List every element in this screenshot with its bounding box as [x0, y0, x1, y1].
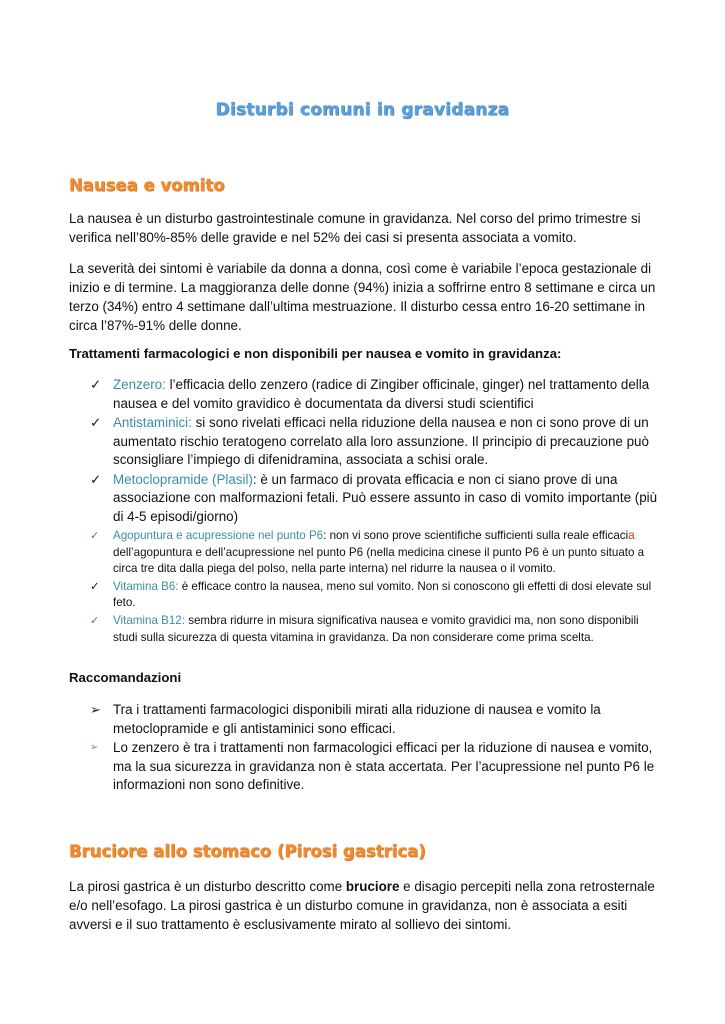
treatment-text: l’efficacia dello zenzero (radice di Zingiber officinale, ginger) nel trattamento della nausea e del vomito gravidico è documentata da diversi studi scientifici [113, 377, 650, 411]
recommendation-text: Tra i trattamenti farmacologici disponibili mirati alla riduzione di nausea e vomito la metoclopramide e gli antistaminici sono efficaci. [113, 702, 601, 736]
treatment-text: è efficace contro la nausea, meno sul vomito. Non si conoscono gli effetti di dosi elevate sul feto. [113, 579, 652, 610]
treatment-text: : è un farmaco di provata efficacia e non ci siano prove di una associazione con malformazioni fetali. Può essere assunto in caso di vomito importante (più di 4-5 episodi/giorno) [113, 471, 658, 524]
treatment-term: Agopuntura e acupressione nel punto P6 [113, 529, 324, 542]
list-item [90, 739, 665, 795]
section-heading-nausea: Nausea e vomito [69, 176, 225, 195]
document-title: Disturbi comuni in gravidanza [215, 100, 510, 120]
arrow-right-icon: ➢ [90, 702, 101, 717]
treatment-text: dell’agopuntura e dell’acupressione nel punto P6 (nella medicina cinese il punto P6 è un punto situato a circa tre dita dalla piega del polso, nella parte interna) nel ridurre la nausea o il vomito. [113, 545, 645, 576]
check-icon: ✓ [90, 579, 100, 593]
list-item [90, 579, 665, 612]
treatment-term: Antistaminici: [113, 415, 192, 430]
treatment-text: : non vi sono prove scientifiche sufficienti sulla reale efficaci [323, 529, 629, 542]
check-icon: ✓ [90, 471, 102, 487]
check-icon: ✓ [90, 415, 102, 430]
paragraph-pirosi [69, 877, 659, 934]
check-icon: ✓ [90, 530, 100, 542]
list-item [90, 701, 665, 738]
treatment-term: Zenzero: [113, 377, 166, 392]
paragraph-nausea-severity: La severità dei sintomi è variabile da donna a donna, così come è variabile l’epoca gestazionale di inizio e di termine. La maggioranza delle donne (94%) inizia a soffrirne entro 8 settimane e circa un terzo (34%) entro 4 settimane dall’ultima mestruazione. Il disturbo cessa entro 16-20 settimane in circa l’87%-91% delle donne. [69, 261, 656, 333]
treatments-list [90, 376, 665, 646]
list-item [90, 471, 665, 527]
list-item [90, 376, 665, 413]
check-icon: ✓ [90, 614, 100, 627]
arrow-right-icon: ➢ [90, 742, 99, 753]
treatments-heading: Trattamenti farmacologici e non disponibili per nausea e vomito in gravidanza: [69, 346, 562, 361]
treatment-term: Metoclopramide (Plasil) [113, 471, 253, 487]
treatment-text: si sono rivelati efficaci nella riduzione della nausea e non ci sono prove di un aumentato rischio teratogeno correlato alla loro assunzione. Il principio di precauzione può sconsigliare l’impiego di difenidramina, associata a schisi orale. [113, 415, 649, 467]
paragraph-bold-text: bruciore [345, 879, 400, 894]
recommendations-heading: Raccomandazioni [69, 670, 182, 685]
section-heading-pirosi: Bruciore allo stomaco (Pirosi gastrica) [69, 842, 426, 861]
paragraph-text: La pirosi gastrica è un disturbo descritto come [69, 879, 346, 894]
treatment-term: Vitamina B12: [113, 613, 185, 627]
recommendation-text: Lo zenzero è tra i trattamenti non farmacologici efficaci per la riduzione di nausea e vomito, ma la sua sicurezza in gravidanza non è stata accertata. Per l’acupressione nel punto P6 le informazioni non sono definitive. [113, 740, 655, 792]
list-item [90, 613, 665, 646]
paragraph-nausea-intro: La nausea è un disturbo gastrointestinale comune in gravidanza. Nel corso del primo trimestre si verifica nell’80%-85% delle gravide e nel 52% dei casi si presenta associata a vomito. [69, 211, 641, 245]
treatment-text-highlight: a [628, 529, 635, 542]
recommendations-list [90, 701, 665, 795]
treatment-term: Vitamina B6: [113, 579, 179, 593]
list-item [90, 528, 665, 578]
paragraph-text: e disagio percepiti nella zona retrosternale e/o nell’esofago. La pirosi gastrica è un disturbo comune in gravidanza, non è associata a esiti avversi e il suo trattamento è esclusivamente mirato al sollievo dei sintomi. [69, 879, 655, 932]
treatment-text: sembra ridurre in misura significativa nausea e vomito gravidici ma, non sono disponibili studi sulla sicurezza di questa vitamina in gravidanza. Da non considerare come prima scelta. [113, 613, 639, 644]
list-item [90, 414, 665, 470]
check-icon: ✓ [90, 377, 102, 392]
